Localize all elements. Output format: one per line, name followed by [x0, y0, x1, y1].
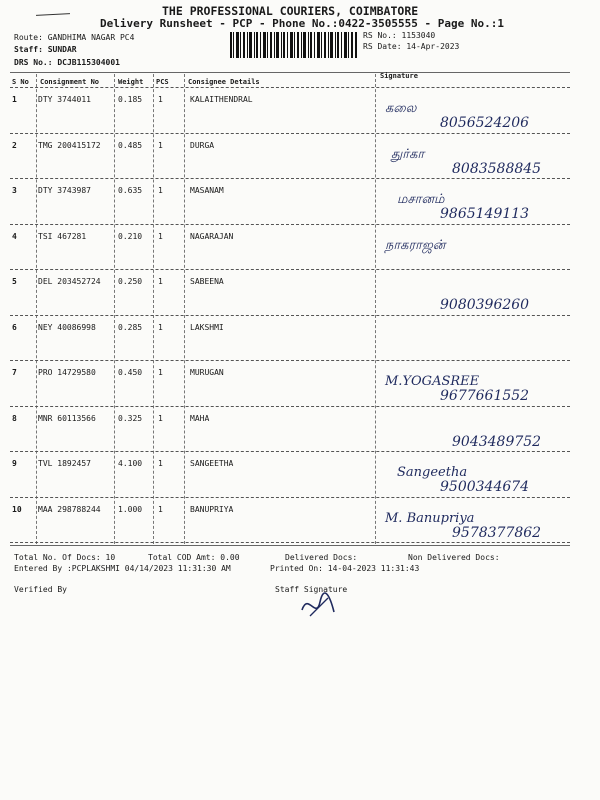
row-sno: 8	[12, 414, 17, 423]
signature-name: M. Banupriya	[385, 511, 475, 526]
row-pcs: 1	[158, 186, 163, 195]
row-pcs: 1	[158, 459, 163, 468]
row-pcs: 1	[158, 323, 163, 332]
row-separator	[10, 133, 570, 134]
row-consignee: MAHA	[190, 414, 210, 423]
row-consignee: KALAITHENDRAL	[190, 95, 253, 104]
signature-phone: 9043489752	[452, 434, 542, 450]
col-divider	[375, 74, 376, 544]
row-sno: 3	[12, 186, 17, 195]
table-bottom-border	[10, 545, 570, 546]
signature-phone: 9578377862	[452, 525, 542, 541]
row-consignee: MURUGAN	[190, 368, 224, 377]
row-separator	[10, 406, 570, 407]
row-consignee: SABEENA	[190, 277, 224, 286]
row-weight: 4.100	[118, 459, 143, 468]
route: Route: GANDHIMA NAGAR PC4	[14, 33, 135, 42]
staff: Staff: SUNDAR	[14, 45, 77, 54]
row-separator	[10, 315, 570, 316]
row-pcs: 1	[158, 95, 163, 104]
row-separator	[10, 178, 570, 179]
column-header-sno: S No	[12, 78, 29, 86]
row-weight: 0.210	[118, 232, 143, 241]
drs-number: DRS No.: DCJB115304001	[14, 58, 120, 67]
row-pcs: 1	[158, 505, 163, 514]
printed-on: Printed On: 14-04-2023 11:31:43	[270, 564, 420, 573]
column-header-consignment: Consignment No	[40, 78, 100, 86]
row-consignment-no: DTY 3744011	[38, 95, 91, 104]
row-pcs: 1	[158, 277, 163, 286]
row-consignment-no: NEY 40086998	[38, 323, 96, 332]
signature-phone: 9677661552	[440, 388, 530, 404]
signature-name: கலை	[385, 101, 417, 116]
row-separator	[10, 360, 570, 361]
row-consignment-no: DEL 203452724	[38, 277, 101, 286]
verified-by: Verified By	[14, 585, 67, 594]
row-pcs: 1	[158, 232, 163, 241]
signature-phone: 9080396260	[440, 297, 530, 313]
row-separator	[10, 269, 570, 270]
signature-phone: 8083588845	[452, 161, 542, 177]
total-docs: Total No. Of Docs: 10	[14, 553, 116, 562]
col-divider	[114, 74, 115, 544]
row-separator	[10, 451, 570, 452]
row-pcs: 1	[158, 414, 163, 423]
column-header-consignee: Consignee Details	[188, 78, 260, 86]
rs-date: RS Date: 14-Apr-2023	[363, 42, 460, 51]
header-separator	[10, 87, 570, 88]
barcode	[230, 32, 358, 58]
row-consignee: MASANAM	[190, 186, 224, 195]
row-consignment-no: TVL 1892457	[38, 459, 91, 468]
col-divider	[36, 74, 37, 544]
row-consignment-no: DTY 3743987	[38, 186, 91, 195]
rs-number: RS No.: 1153040	[363, 31, 436, 40]
row-separator	[10, 497, 570, 498]
row-sno: 2	[12, 141, 17, 150]
non-delivered-docs: Non Delivered Docs:	[408, 553, 500, 562]
row-weight: 0.185	[118, 95, 143, 104]
row-sno: 9	[12, 459, 17, 468]
entered-by: Entered By :PCPLAKSHMI 04/14/2023 11:31:30 AM	[14, 564, 231, 573]
row-weight: 0.325	[118, 414, 143, 423]
signature-name: Sangeetha	[397, 465, 468, 480]
staff-signature-scribble	[298, 590, 338, 624]
row-weight: 1.000	[118, 505, 143, 514]
row-sno: 7	[12, 368, 17, 377]
row-consignment-no: MAA 298788244	[38, 505, 101, 514]
row-consignment-no: TMG 200415172	[38, 141, 101, 150]
col-divider	[153, 74, 154, 544]
barcode-graphic	[230, 32, 358, 58]
row-sno: 4	[12, 232, 17, 241]
signature-name: மசானம்	[397, 192, 445, 207]
row-consignment-no: MNR 60113566	[38, 414, 96, 423]
row-separator	[10, 542, 570, 543]
column-header-pcs: PCS	[156, 78, 169, 86]
signature-phone: 8056524206	[440, 115, 530, 131]
signature-phone: 9865149113	[440, 206, 530, 222]
row-pcs: 1	[158, 141, 163, 150]
table-top-border	[10, 72, 570, 73]
col-divider	[184, 74, 185, 544]
row-sno: 1	[12, 95, 17, 104]
row-weight: 0.285	[118, 323, 143, 332]
row-sno: 5	[12, 277, 17, 286]
row-pcs: 1	[158, 368, 163, 377]
company-title: THE PROFESSIONAL COURIERS, COIMBATORE	[162, 4, 419, 18]
delivered-docs: Delivered Docs:	[285, 553, 358, 562]
column-header-signature: Signature	[380, 72, 418, 80]
column-header-weight: Weight	[118, 78, 144, 86]
row-consignee: LAKSHMI	[190, 323, 224, 332]
row-weight: 0.250	[118, 277, 143, 286]
row-consignee: NAGARAJAN	[190, 232, 234, 241]
signature-phone: 9500344674	[440, 479, 530, 495]
row-sno: 6	[12, 323, 17, 332]
row-consignment-no: PRO 14729580	[38, 368, 96, 377]
row-sno: 10	[12, 505, 22, 514]
signature-name: M.YOGASREE	[385, 374, 480, 389]
row-consignee: BANUPRIYA	[190, 505, 234, 514]
row-consignee: DURGA	[190, 141, 215, 150]
total-cod: Total COD Amt: 0.00	[148, 553, 240, 562]
signature-name: துர்கா	[391, 147, 425, 162]
row-weight: 0.635	[118, 186, 143, 195]
row-weight: 0.485	[118, 141, 143, 150]
row-consignee: SANGEETHA	[190, 459, 234, 468]
runsheet-title: Delivery Runsheet - PCP - Phone No.:0422-3505555 - Page No.:1	[100, 17, 504, 30]
row-consignment-no: TSI 467281	[38, 232, 87, 241]
signature-name: நாகராஜன்	[385, 238, 446, 253]
pen-stroke	[36, 13, 70, 16]
staff-signature-label: Staff Signature	[275, 585, 348, 594]
row-weight: 0.450	[118, 368, 143, 377]
row-separator	[10, 224, 570, 225]
